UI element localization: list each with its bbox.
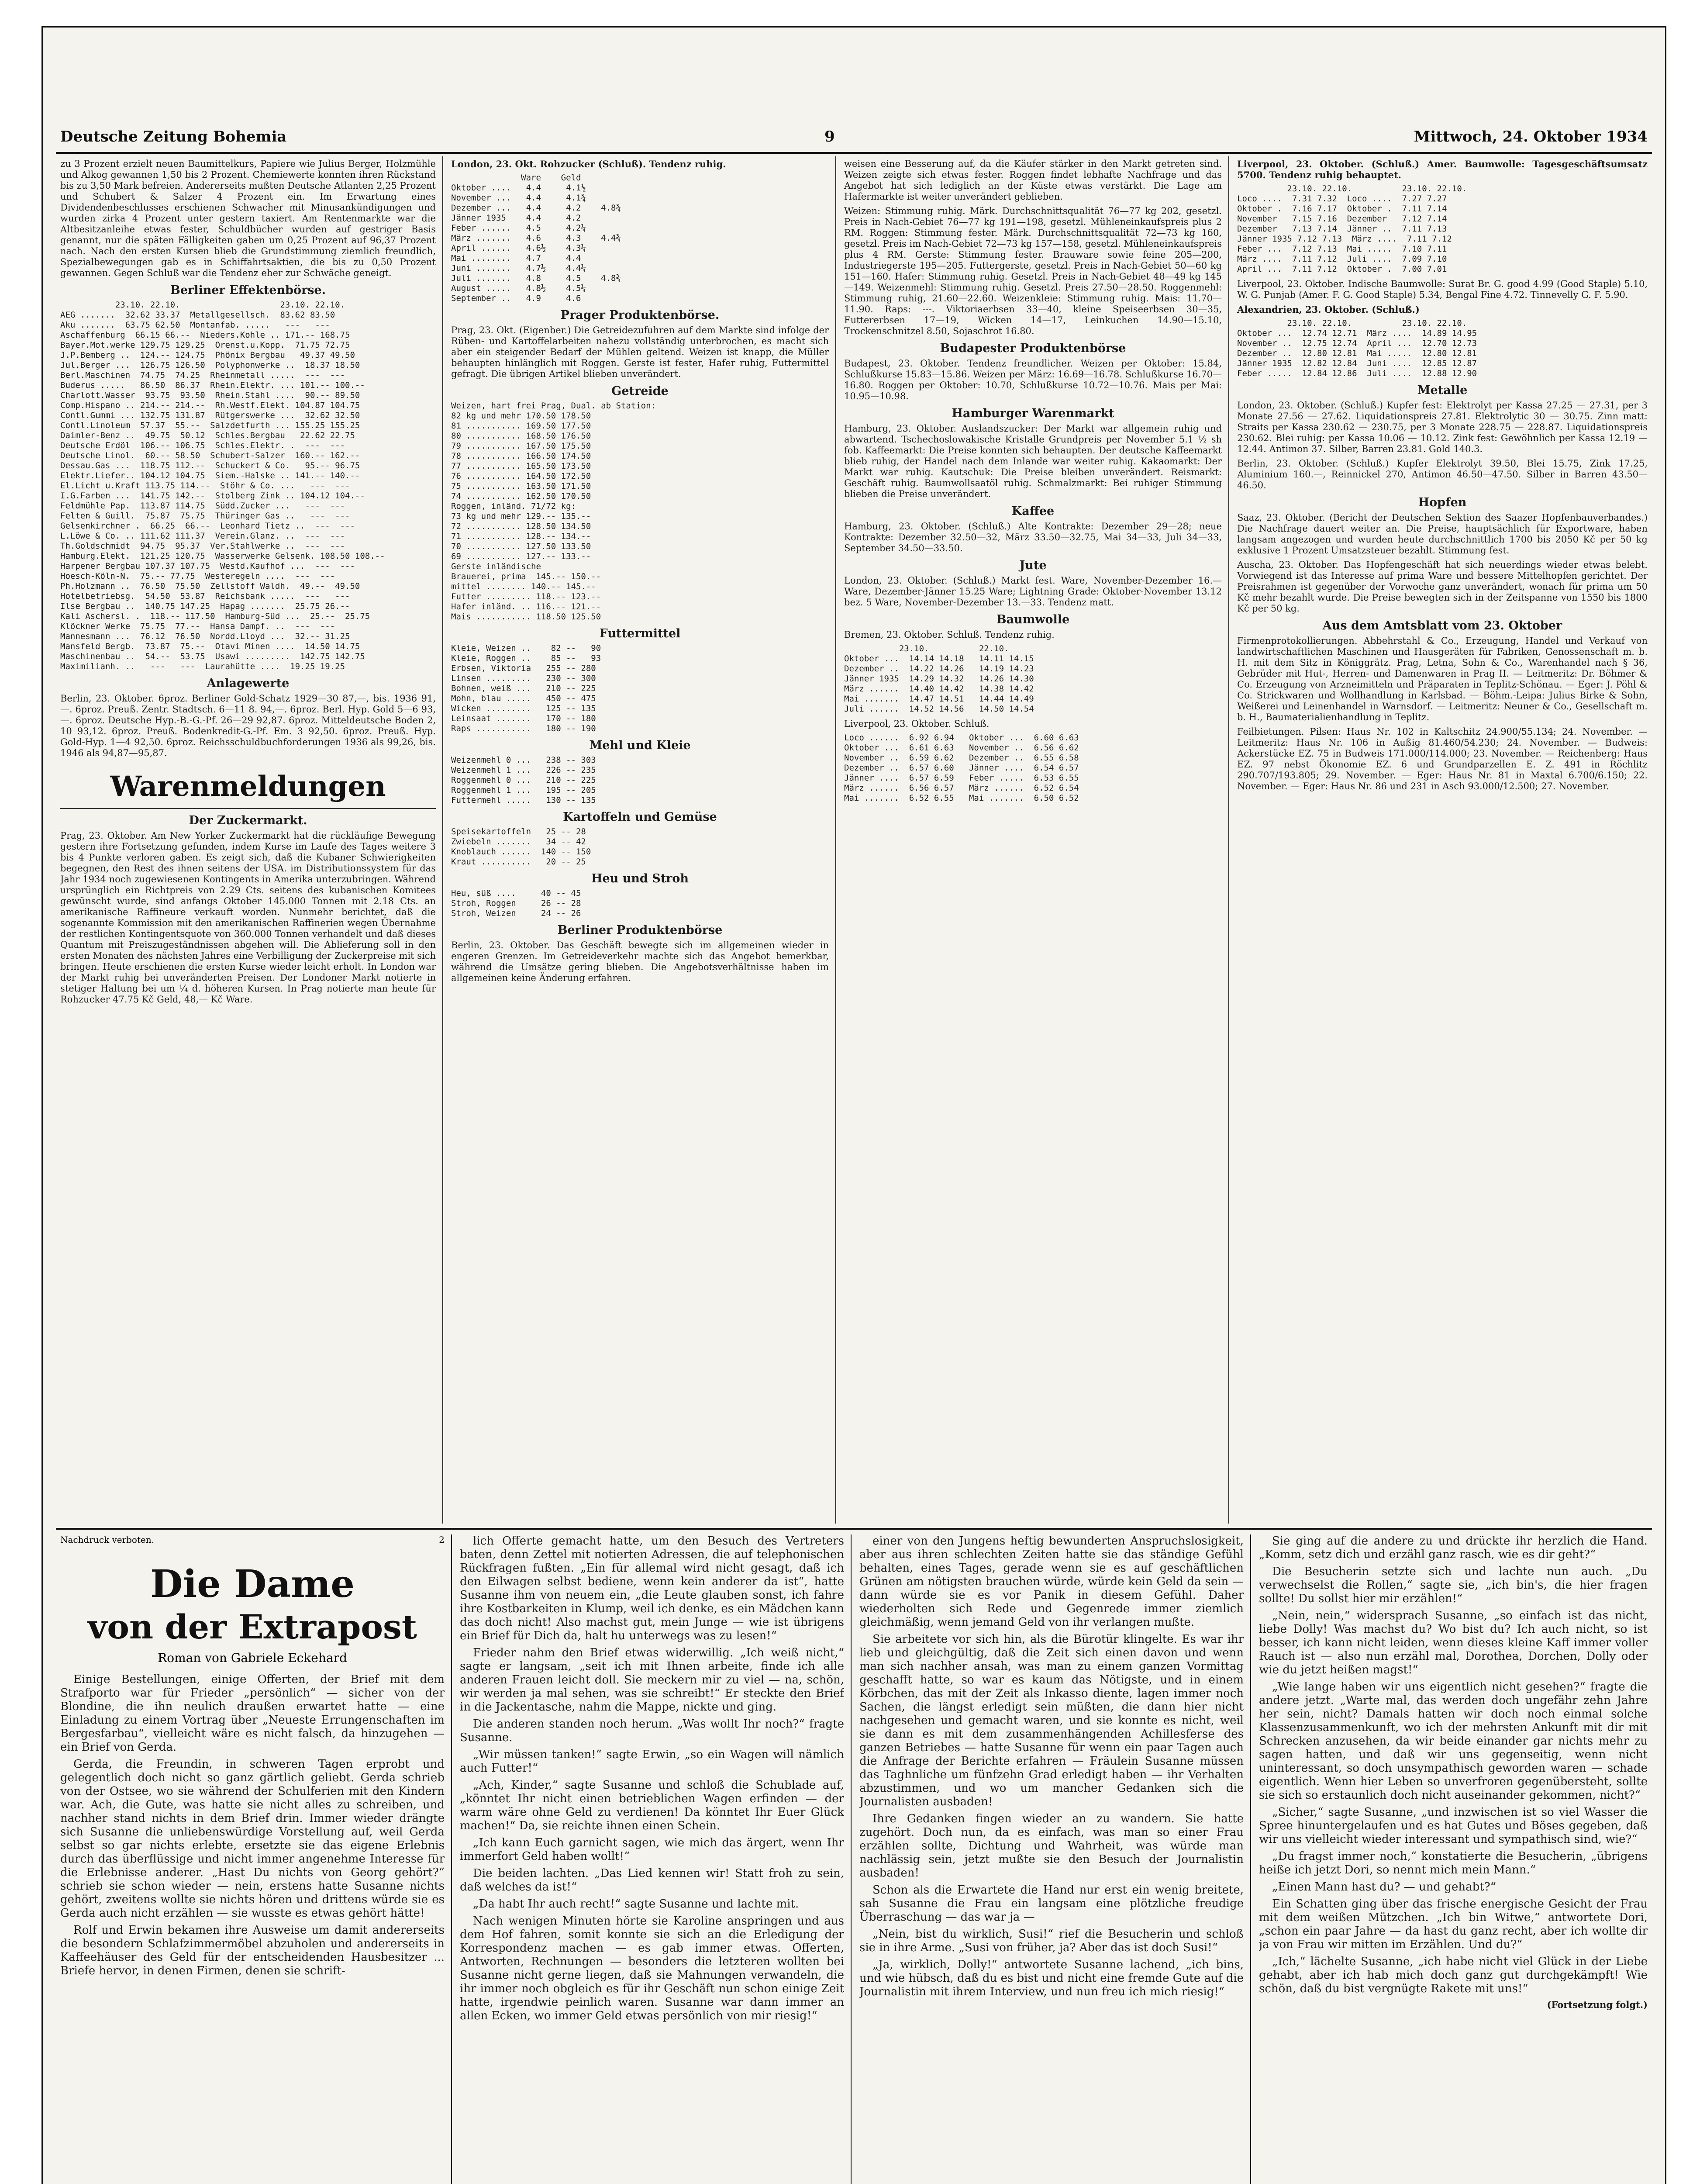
table-row: Stroh, Roggen 26 -- 28	[451, 898, 581, 908]
grain-table	[451, 411, 829, 501]
table-row: J.P.Bemberg .. 124.-- 124.75 Phönix Bergbau 49.37 49.50	[60, 350, 355, 360]
section-heading: Futtermittel	[599, 627, 681, 640]
table-row: Futter ......... 118.-- 123.--	[451, 592, 601, 601]
novel-paragraph: „Sicher,“ sagte Susanne, „und inzwischen ist so viel Wasser die Spree hinuntergelaufen und es hat Gutes und Böses gegeben, daß wir uns vielleicht wieder interessant und sympathisch sind, wie?“	[1259, 1806, 1648, 1846]
table-row: Feldmühle Pap. 113.87 114.75 Südd.Zucker ... --- ---	[60, 501, 345, 511]
table-row: Kali Aschersl. . 118.-- 117.50 Hamburg-Süd ... 25.-- 25.75	[60, 612, 370, 621]
table-row: Mohn, blau ..... 450 -- 475	[451, 694, 596, 703]
cotton-table	[1237, 328, 1648, 379]
cotton-table	[844, 733, 1222, 803]
novel-title-line-1: Die Dame	[150, 1562, 355, 1606]
table-row: Jänner 1935 14.29 14.32 14.26 14.30	[844, 674, 1034, 684]
table-row: Mansfeld Bergb. 73.87 75.-- Otavi Minen .... 14.50 14.75	[60, 642, 360, 651]
table-row: I.G.Farben ... 141.75 142.-- Stolberg Zink .. 104.12 104.--	[60, 491, 365, 501]
article-text: zu 3 Prozent erzielt neuen Baumittelkurs, Papiere wie Julius Berger, Holzmühle und Alkog gewannen 1,50 bis 2 Prozent. Chemiewerte konnten ihren Rückstand bis zu 3,50 Mark befreien. Andererseits mußten Deutsche Atlanten 2,25 Prozent und Schubert & Salzer 4 Prozent ein. Im Erwartung eines Dividendenbeschlusses erschienen Schwacher mit Minusankündigungen und wurden zirka 4 Prozent unter gestern taxiert. Am Rentenmarkte war die Altbesitzanleihe etwas fester, Schuldbücher wurden auf gestriger Basis genannt, nur die späten Fälligkeiten gaben um 0,25 Prozent auf 96,37 Prozent nach. Nach den ersten Kursen blieb die Grundstimmung ziemlich freundlich, Spezialbewegungen gab es in Schiffahrtsaktien, die bis zu 0,50 Prozent gewannen. Gegen Schluß war die Tendenz eher zur Schwäche geneigt.	[60, 159, 436, 278]
table-row: Charlott.Wasser 93.75 93.50 Rhein.Stahl .... 90.-- 89.50	[60, 390, 360, 400]
table-row: 79 ........... 167.50 175.50	[451, 441, 591, 451]
section-heading: Metalle	[1417, 384, 1468, 397]
novel-text	[1259, 1534, 1648, 1996]
table-row: 72 ........... 128.50 134.50	[451, 522, 591, 531]
article-text: Liverpool, 23. Oktober. Indische Baumwolle: Surat Br. G. good 4.99 (Good Staple) 5.10, W. G. Punjab (Amer. F. G. Good Staple) 5.34, Bengal Fine 4.72. Tinnevelly G. F. 5.90.	[1237, 279, 1648, 300]
table-row: Dessau.Gas ... 118.75 112.-- Schuckert & Co. 95.-- 96.75	[60, 461, 360, 470]
novel-paragraph: „Ich kann Euch garnicht sagen, wie mich das ärgert, wenn Ihr immerfort Geld haben wollt!“	[460, 1836, 844, 1863]
table-row: Berl.Maschinen 74.75 74.25 Rheinmetall ..... --- ---	[60, 370, 345, 380]
table-row: Bohnen, weiß ... 210 -- 225	[451, 684, 596, 693]
table-row: Ilse Bergbau .. 140.75 147.25 Hapag ....... 25.75 26.--	[60, 601, 350, 611]
section-heading: Kaffee	[1011, 505, 1055, 518]
table-row: Speisekartoffeln 25 -- 28	[451, 827, 586, 836]
table-row: Dezember .. 12.80 12.81 Mai ..... 12.80 12.81	[1237, 349, 1477, 358]
table-row: Dezember .. 6.57 6.60 Jänner .... 6.54 6.57	[844, 763, 1079, 773]
table-row: Contl.Linoleum 57.37 55.-- Salzdetfurth ... 155.25 155.25	[60, 421, 360, 430]
novel-paragraph: lich Offerte gemacht hatte, um den Besuch des Vertreters baten, denn Zettel mit notierten Adressen, die auf telephonischen Rückfragen fußten. „Ein für allemal wird nicht gesagt, daß ich den Eilwagen selbst bediene, wenn kein anderer da ist“, hatte Susanne ihm von neuem ein, „die Leute glauben sonst, ich fahre ihre Kostbarkeiten in Klump, weil ich denke, es ein Mädchen kann das doch nicht! Also machst gut, mein Junge — wie ist übrigens ein Brief für Dich da, halt hu unterwegs was zu lesen!“	[460, 1534, 844, 1642]
section-heading: London, 23. Okt. Rohzucker (Schluß). Tendenz ruhig.	[451, 159, 726, 169]
market-column-1	[60, 159, 436, 1521]
table-row: Oktober . 7.16 7.17 Oktober . 7.11 7.14	[1237, 204, 1447, 214]
column-divider	[442, 156, 443, 1524]
article-text: Feilbietungen. Pilsen: Haus Nr. 102 in Kaltschitz 24.900/55.134; 24. November. — Leitmeritz: Haus Nr. 106 in Außig 81.460/54.230; 24. November. — Budweis: Ackerstücke EZ. 75 in Budweis 171.000/114.000; 23. November. — Reichenberg: Haus EZ. 97 nebst Ökonomie EZ. 6 und Grundparzellen E. Z. 491 in Röchlitz 290.707/193.805; 29. November. — Eger: Haus Nr. 81 in Maxtal 6.700/6.150; 22. November. — Eger: Haus Nr. 86 und 231 in Asch 93.000/12.500; 27. November.	[1237, 726, 1648, 791]
table-row: Hafer inländ. .. 116.-- 121.--	[451, 602, 601, 612]
table-row: Jul.Berger ... 126.75 126.50 Polyphonwerke .. 18.37 18.50	[60, 360, 360, 370]
novel-paragraph: „Da habt Ihr auch recht!“ sagte Susanne und lachte mit.	[473, 1897, 799, 1911]
article-text: Prag, 23. Oktober. Am New Yorker Zuckermarkt hat die rückläufige Bewegung gestern ihre Fortsetzung gefunden, indem Kurse im Laufe des Tages weitere 3 bis 4 Punkte verloren gaben. Es zeigt sich, daß die Kubaner Schwierigkeiten begegnen, den Rest des ihnen seitens der USA. im Distributionssystem für das Jahr 1934 noch zugewiesenen Kontingents in Amerika unterzubringen. Während ursprünglich ein Richtpreis von 2.29 Cts. seitens des kubanischen Komitees gewünscht wurde, sind anfangs Oktober 145.000 Tonnen mit 2.18 Cts. an amerikanische Raffineure verkauft worden. Nunmehr berichtet, daß die sogenannte Kommission mit den amerikanischen Raffinerien wegen Übernahme der restlichen Kontingentsquote von 360.000 Tonnen verhandelt und daß dieses Quantum mit Preiszugeständnissen abgehen will. Die Ablieferung soll in den ersten Monaten des nächsten Jahres eine Verbilligung der Zuckerpreise mit sich bringen. Heute erschienen die ersten Kurse wieder leicht erholt. In London war der Markt ruhig bei unveränderten Preisen. Der Londoner Markt notierte in stetiger Haltung bei um ¼ d. höheren Kursen. In Prag notierte man heute für Rohzucker 47.75 Kč Geld, 48,— Kč Ware.	[60, 830, 436, 1005]
table-row: Felten & Guill. 75.87 75.75 Thüringer Gas .. --- ---	[60, 511, 350, 521]
notice-row	[60, 1534, 445, 1545]
table-row: 77 ........... 165.50 173.50	[451, 461, 591, 471]
table-subheading: Roggen, inländ. 71/72 kg:	[451, 501, 576, 511]
table-row: Dezember ... 4.4 4.2 4.8¾	[451, 203, 621, 213]
article-text: Auscha, 23. Oktober. Das Hopfengeschäft hat sich neuerdings wieder etwas belebt. Vorwiegend ist das Interesse auf prima Ware und bessere Mittelhopfen gerichtet. Der Preisrahmen ist gegenüber der Vorwoche ganz unverändert, wonach für prima um 50 Kč mehr bezahlt wurde. Die Preise bewegten sich in der Zeitspanne von 1550 bis 1800 Kč per 50 kg.	[1237, 560, 1648, 614]
article-text: Firmenprotokollierungen. Abbehrstahl & Co., Erzeugung, Handel und Verkauf von landwirtschaftlichen Maschinen und Hausgeräten für Fabriken, Genossenschaft m. b. H. mit dem Sitz in Königgrätz. Prag, Letna, Sohn & Co., Warenhandel nach § 36, Gebrüder mit Hut-, Herren- und Damenwaren in Prag II. — Leitmeritz: Dr. Böhmer & Co. Erzeugung von Arzneimitteln und Präparaten in Teplitz-Schönau. — Eger: J. Pöhl & Co. Strickwaren und Wollhandlung in Karlsbad. — Böhm.-Leipa: Julius Birke & Sohn, Weißerei und Leinenhandel in Warnsdorf. — Leitmeritz: Neuner & Co., Gesellschaft m. b. H., Baumaterialienhandlung in Teplitz.	[1237, 636, 1648, 722]
novel-paragraph: Gerda, die Freundin, in schweren Tagen erprobt und gelegentlich doch nicht so ganz gärtlich geliebt. Gerda schrieb von der Ostsee, wo sie während der Schulferien mit den Kindern war. Ach, die Gute, was hatte sie nicht alles zu schreiben, und nachher stand nichts in dem Brief drin. Immer wieder drängte sich Susanne die unliebenswürdige Vorstellung auf, weil Gerda selbst so gar nichts erlebte, ersetzte sie das eigene Erlebnis durch das überflüssige und nicht immer angenehme Interesse für die Erlebnisse anderer. „Hast Du nichts von Georg gehört?“ schrieb sie schon wieder — nein, erstens hatte Susanne nichts gehört, zweitens wollte sie nichts hören und drittens würde sie es Gerda auch nicht erzählen — sie wusste es etwas gehört hätte!	[60, 1758, 445, 1920]
table-row: Deutsche Erdöl 106.-- 106.75 Schles.Elektr. . --- ---	[60, 441, 345, 450]
table-row: Knoblauch ...... 140 -- 150	[451, 847, 591, 857]
table-row: Roggenmehl 0 ... 210 -- 225	[451, 775, 596, 785]
article-text: Hamburg, 23. Oktober. (Schluß.) Alte Kontrakte: Dezember 29—28; neue Kontrakte: Dezember 32.50—32, März 33.50—32.75, Mai 34—33, Juli 34—33, September 34.50—33.50.	[844, 521, 1222, 553]
novel-paragraph: Nach wenigen Minuten hörte sie Karoline anspringen und aus dem Hof fahren, somit konnte sie sich an die Erledigung der Korrespondenz machen — es gab immer etwas. Offerten, Antworten, Rechnungen — besonders die letzteren wollten bei Susanne nicht gerne liegen, daß sie Mahnungen verwandeln, die ihr immer noch obgleich es für ihr Geschäft nun schon einige Zeit hatte, irgendwie peinlich waren. Susanne war dann immer an allen Ecken, wo immer Geld etwas persönlich von mir riesig!“	[460, 1914, 844, 2022]
table-row: Mai ....... 14.47 14.51 14.44 14.49	[844, 694, 1034, 704]
table-row: Weizenmehl 0 ... 238 -- 303	[451, 755, 596, 765]
table-row: Oktober ... 12.74 12.71 März .... 14.89 14.95	[1237, 328, 1477, 338]
table-row: Juni ....... 4.7½ 4.4¼	[451, 263, 586, 273]
hay-table	[451, 888, 829, 919]
novel-paragraph: Frieder nahm den Brief etwas widerwillig. „Ich weiß nicht,“ sagte er langsam, „seit ich mit Ihnen arbeite, finde ich alle anderen Frauen leicht doll. Sie meckern mir zu viel — na, schön, wir werden ja mal sehen, was sie schreibt!“ Er steckte den Brief in die Jackentasche, nahm die Mappe, nickte und ging.	[460, 1646, 844, 1714]
table-row: Mais ........... 118.50 125.50	[451, 612, 601, 622]
flour-table	[451, 755, 829, 805]
table-row: Aku ....... 63.75 62.50 Montanfab. ..... --- ---	[60, 320, 330, 330]
table-row: Linsen ......... 230 -- 300	[451, 674, 596, 683]
page-number: 9	[824, 128, 835, 145]
novel-paragraph: Ein Schatten ging über das frische energische Gesicht der Frau mit dem weißen Mützchen. „Ich bin Witwe,“ antwortete Dori, „schon ein paar Jahre — da hast du ganz recht, aber ich wollte dir ja von Frau wir mitten im Erzählen. Und du?“	[1259, 1897, 1648, 1951]
column-divider	[1250, 1534, 1251, 2184]
table-row: Jänner 1935 7.12 7.13 März .... 7.11 7.12	[1237, 234, 1452, 244]
table-row: El.Licht u.Kraft 113.75 114.-- Stöhr & Co. ... --- ---	[60, 481, 350, 491]
table-row: Leinsaat ....... 170 -- 180	[451, 714, 596, 723]
table-row: Harpener Bergbau 107.37 107.75 Westd.Kaufhof ... --- ---	[60, 561, 355, 571]
section-heading: Hopfen	[1418, 496, 1467, 509]
section-heading: Aus dem Amtsblatt vom 23. Oktober	[1322, 619, 1562, 632]
novel-paragraph: Die anderen standen noch herum. „Was wollt Ihr noch?“ fragte Susanne.	[460, 1717, 844, 1744]
novel-paragraph: „Wie lange haben wir uns eigentlich nicht gesehen?“ fragte die andere jetzt. „Warte mal, das werden doch ungefähr zehn Jahre her sein, nicht? Damals hatten wir doch noch einmal solche Klassenzusammenkunft, wo ich der mehrsten Ankunft mit dir mit Schrecken anzusehen, da wir beide einander gar nichts mehr zu sagen hatten, und daß wir uns gegenseitig, wenn nicht uninteressant, so doch unsympathisch geworden waren — schade eigentlich. Wenn hier Leben so unverfroren gegenübersteht, sollte sie sich so erstaunlich doch nicht auseinander gekommen, nicht?“	[1259, 1680, 1648, 1802]
table-row: November .. 6.59 6.62 Dezember .. 6.55 6.58	[844, 753, 1079, 763]
novel-column-2	[460, 1534, 844, 2184]
article-text: Liverpool, 23. Oktober. (Schluß.) Amer. Baumwolle: Tagesgeschäftsumsatz 5700. Tendenz ruhig behauptet.	[1237, 159, 1648, 180]
table-row: Weizenmehl 1 ... 226 -- 235	[451, 765, 596, 775]
barley-table	[451, 572, 829, 622]
section-heading: Getreide	[611, 384, 669, 398]
table-row: Juli ...... 14.52 14.56 14.50 14.54	[844, 704, 1034, 714]
table-row: Oktober ... 14.14 14.18 14.11 14.15	[844, 654, 1034, 663]
table-row: Wicken ......... 125 -- 135	[451, 704, 596, 713]
table-header: 23.10. 22.10.	[844, 644, 1009, 653]
table-header: 23.10. 22.10. 23.10. 22.10.	[1237, 184, 1467, 194]
table-row: mittel ........ 140.-- 145.--	[451, 582, 596, 591]
section-heading: Anlagewerte	[207, 677, 290, 690]
table-row: Juli ....... 4.8 4.5 4.8¾	[451, 273, 621, 283]
table-row: Hotelbetriebsg. 54.50 53.87 Reichsbank ..... --- ---	[60, 591, 350, 601]
table-row: Deutsche Linol. 60.-- 58.50 Schubert-Salzer 160.-- 162.--	[60, 451, 360, 460]
table-row: Roggenmehl 1 ... 195 -- 205	[451, 785, 596, 795]
table-row: Klöckner Werke 75.75 77.-- Hansa Dampf. .. --- ---	[60, 622, 335, 631]
market-column-2	[451, 159, 829, 1521]
market-column-4	[1237, 159, 1648, 1521]
section-heading: Jute	[1019, 559, 1047, 572]
novel-paragraph: Sie arbeitete vor sich hin, als die Bürotür klingelte. Es war ihr lieb und gleichgültig, daß die Zeit sich einen davon und wenn man sich nachher ansah, was man zu einem ganzen Vormittag geschafft hatte, so war es kaum das Nötigste, und in einem Körbchen, das mit der Zeit als Inkasso diente, lagen immer noch Sachen, die längst erledigt sein müßten, die dann hier nicht nachgesehen und gemacht waren, und sie konnte es nicht, weil sie dann es mit dem zusammenhängenden Achillesferse des ganzen Betriebes — hatte Susanne für wenn ein paar Tagen auch die Anfrage der Berichte erfahren — Fräulein Susanne müssen das Taghnliche um fünfzehn Grad erledigt haben — ihr Verhalten abzustimmen, und wo um mancher Gedanken sich die Journalisten ausbaden!	[859, 1633, 1244, 1808]
novel-paragraph: Schon als die Erwartete die Hand nur erst ein wenig breitete, sah Susanne die Frau ein langsam eine plötzliche freudige Überraschung — das war ja —	[859, 1883, 1244, 1924]
table-row: März ...... 14.40 14.42 14.38 14.42	[844, 684, 1034, 694]
table-row: Loco .... 7.31 7.32 Loco .... 7.27 7.27	[1237, 194, 1447, 204]
potato-table	[451, 827, 829, 867]
column-divider	[1228, 156, 1229, 1524]
table-row: Comp.Hispano .. 214.-- 214.-- Rh.Westf.Elekt. 104.87 104.75	[60, 401, 360, 410]
table-row: Ph.Holzmann .. 76.50 75.50 Zellstoff Waldh. 49.-- 49.50	[60, 581, 360, 591]
table-row: 69 ........... 127.-- 133.--	[451, 552, 591, 561]
table-row: Jänner .... 6.57 6.59 Feber ..... 6.53 6.55	[844, 773, 1079, 783]
table-row: Mai ....... 6.52 6.55 Mai ....... 6.50 6.52	[844, 793, 1079, 803]
sugar-table	[451, 183, 829, 304]
novel-paragraph: Rolf und Erwin bekamen ihre Ausweise um damit andererseits die besondern Schlafzimmermöbel abzuholen und andererseits in Kaffeehäuser des Geld für der entscheidenden Hausbesitzer ... Briefe hervor, in denen Firmen, denen sie schrift-	[60, 1924, 445, 1977]
table-row: Loco ...... 6.92 6.94 Oktober ... 6.60 6.63	[844, 733, 1079, 743]
table-row: Stroh, Weizen 24 -- 26	[451, 909, 581, 918]
novel-paragraph: „Nein, bist du wirklich, Susi!“ rief die Besucherin und schloß sie in ihre Arme. „Susi von früher, ja? Aber das ist doch Susi!“	[859, 1928, 1244, 1954]
novel-column-4	[1259, 1534, 1648, 2184]
cotton-table	[1237, 194, 1648, 274]
table-row: November .. 12.75 12.74 April ... 12.70 12.73	[1237, 339, 1477, 348]
table-row: Mai ........ 4.7 4.4	[451, 253, 581, 263]
article-text: Berlin, 23. Oktober. (Schluß.) Kupfer Elektrolyt 39.50, Blei 15.75, Zink 17.25, Aluminium 160.—, Reinnickel 270, Antimon 46.50—47.50. Silber in Barren 43.50—46.50.	[1237, 458, 1648, 491]
section-heading: Berliner Produktenbörse	[557, 923, 723, 937]
novel-paragraph: „Einen Mann hast du? — und gehabt?“	[1272, 1880, 1496, 1894]
masthead-date: Mittwoch, 24. Oktober 1934	[1414, 128, 1648, 145]
table-row: Th.Goldschmidt 94.75 95.37 Ver.Stahlwerke .. --- ---	[60, 541, 345, 551]
rye-table	[451, 511, 829, 562]
article-text: Berlin, 23. Oktober. Das Geschäft bewegte sich im allgemeinen wieder in engeren Grenzen. Im Getreideverkehr machte sich das Angebot bemerkbar, während die Umsätze gering blieben. Die Angebotsverhältnisse haben im allgemeinen keine Änderung erfahren.	[451, 940, 829, 983]
table-row: AEG ....... 32.62 33.37 Metallgesellsch. 83.62 83.50	[60, 310, 335, 320]
table-row: Feber ..... 12.84 12.86 Juli .... 12.88 12.90	[1237, 369, 1477, 378]
section-title-warenmeldungen: Warenmeldungen	[110, 770, 386, 803]
article-text: Prag, 23. Okt. (Eigenber.) Die Getreidezufuhren auf dem Markte sind infolge der Rüben- und Kartoffelarbeiten nahezu vollständig unterbrochen, es macht sich aber ein steigender Bedarf der Mühlen geltend. Weizen ist knapp, die Müller behaupten hinlänglich mit Roggen. Gerste ist fester, Hafer ruhig, Futtermittel gefragt. Die übrigen Artikel blieben unverändert.	[451, 325, 829, 379]
table-row: November 7.15 7.16 Dezember 7.12 7.14	[1237, 214, 1447, 224]
article-text: London, 23. Oktober. (Schluß.) Kupfer fest: Elektrolyt per Kassa 27.25 — 27.31, per 3 Monate 27.56 — 27.62. Liquidationspreis 27.81. Elektrolytic 30 — 30.75. Zinn matt: Straits per Kassa 230.62 — 230.75, per 3 Monate 228.75 — 228.87. Liquidationspreis 230.62. Blei ruhig: per Kassa 10.06 — 10.12. Zink fest: Gewöhnlich per Kassa 12.19 — 12.44. Antimon 37. Silber, Barren 23.81. Gold 140.3.	[1237, 400, 1648, 454]
table-subheading: Weizen, hart frei Prag, Dual. ab Station:	[451, 401, 656, 411]
novel-paragraph: Die Besucherin setzte sich und lachte nun auch. „Du verwechselst die Rollen,“ sagte sie, „ich bin's, die hier fragen sollte! Du sollst hier mir erzählen!“	[1259, 1565, 1648, 1605]
table-row: 73 kg und mehr 129.-- 135.--	[451, 511, 591, 521]
table-row: September .. 4.9 4.6	[451, 294, 581, 303]
table-row: Dezember 7.13 7.14 Jänner .. 7.11 7.13	[1237, 224, 1447, 234]
novel-paragraph: Einige Bestellungen, einige Offerten, der Brief mit dem Strafporto war für Frieder „persönlich“ — sicher von der Blondine, die ihn neulich draußen erwartet hatte — eine Einladung zu einem Vortrag über „Neueste Errungenschaften im Bergesfarbau“, vielleicht wäre es nicht falsch, da hinzugehen — ein Brief von Gerda.	[60, 1673, 445, 1754]
novel-author: Roman von Gabriele Eckehard	[158, 1651, 347, 1665]
table-row: Maximilianh. .. --- --- Laurahütte .... 19.25 19.25	[60, 662, 345, 671]
table-row: Jänner 1935 4.4 4.2	[451, 213, 581, 223]
table-caption: Alexandrien, 23. Oktober. (Schluß.)	[1237, 304, 1420, 315]
novel-paragraph: „Du fragst immer noch,“ konstatierte die Besucherin, „übrigens heiße ich jetzt Dori, so nennt mich mein Mann.“	[1259, 1850, 1648, 1876]
section-heading: Mehl und Kleie	[589, 739, 691, 752]
table-caption: Liverpool, 23. Oktober. Schluß.	[844, 719, 990, 729]
table-row: 76 ........... 164.50 172.50	[451, 471, 591, 481]
article-text: Hamburg, 23. Oktober. Auslandszucker: Der Markt war allgemein ruhig und abwartend. Tschechoslowakische Kristalle Grundpreis per November 5.1 ½ sh fob. Kaffeemarkt: Die Preise konnten sich behaupten. Der deutsche Kaffeemarkt blieb ruhig, der Handel nach dem Inlande war weiter ruhig. Kakaomarkt: Der Markt war ruhig. Kautschuk: Die Preise bleiben unverändert. Reismarkt: Geschäft ruhig. Baumwollsaatöl ruhig. Schmalzmarkt: Bei ruhiger Stimmung blieben die Preise unverändert.	[844, 423, 1222, 499]
continuation-note: (Fortsetzung folgt.)	[1547, 1999, 1648, 2010]
table-row: März .... 7.11 7.12 Juli .... 7.09 7.10	[1237, 254, 1447, 264]
article-text: Berlin, 23. Oktober. 6proz. Berliner Gold-Schatz 1929—30 87,—, bis. 1936 91,—. 6proz. Preuß. Zentr. Stadtsch. 6—11 8. 94,—. 6proz. Berl. Hyp. Gold 5—6 93,—. 6proz. Deutsche Hyp.-B.-G.-Pf. 26—29 92,87. 6proz. Mitteldeutsche Boden 2, 10 93,12. 6proz. Preuß. Bodenkredit-G.-Pf. Em. 3 92,50. 6proz. Preuß. Hyp. Gold-Hyp. 1—4 92,50. 6proz. Reichsschuldbuchforderungen 1936 als 99,26, bis. 1946 als 94,87—95,87.	[60, 693, 436, 758]
table-row: 75 ........... 163.50 171.50	[451, 481, 591, 491]
masthead-rule	[56, 152, 1652, 154]
novel-paragraph: Die beiden lachten. „Das Lied kennen wir! Statt froh zu sein, daß welches da ist!“	[460, 1867, 844, 1894]
table-row: Kraut .......... 20 -- 25	[451, 857, 586, 867]
table-row: Hamburg.Elekt. 121.25 120.75 Wasserwerke Gelsenk. 108.50 108.--	[60, 551, 385, 561]
installment-number: 2	[439, 1534, 445, 1545]
table-row: August ..... 4.8½ 4.5¼	[451, 283, 586, 293]
table-row: Daimler-Benz .. 49.75 50.12 Schles.Bergbau 22.62 22.75	[60, 431, 355, 440]
table-row: 81 ........... 169.50 177.50	[451, 421, 591, 431]
novel-paragraph: Ihre Gedanken fingen wieder an zu wandern. Sie hatte zugehört. Doch nun, da es einfach, was man so einer Frau erzählen sollte, Dichtung und Wahrheit, was würde man nachlässig sein, jetzt mußte sie den Besuch der Journalistin ausbaden!	[859, 1812, 1244, 1880]
divider	[60, 808, 436, 809]
novel-paragraph: Sie ging auf die andere zu und drückte ihr herzlich die Hand. „Komm, setz dich und erzähl ganz rasch, wie es dir geht?“	[1259, 1534, 1648, 1561]
table-row: März ....... 4.6 4.3 4.4¾	[451, 233, 621, 243]
novel-paragraph: „Ja, wirklich, Dolly!“ antwortete Susanne lachend, „ich bins, und wie hübsch, daß du es bist und nicht eine fremde Gute auf die Journalistin mit ihrem Interview, und nun freu ich mich riesig!“	[859, 1958, 1244, 1998]
novel-column-1	[60, 1534, 445, 2184]
table-row: Mannesmann ... 76.12 76.50 Nordd.Lloyd ... 32.-- 31.25	[60, 632, 350, 641]
column-divider	[851, 1534, 852, 2184]
reprint-notice: Nachdruck verboten.	[60, 1534, 155, 1545]
cotton-table	[844, 654, 1222, 714]
novel-paragraph: „Wir müssen tanken!“ sagte Erwin, „so ein Wagen will nämlich auch Futter!“	[460, 1748, 844, 1775]
table-row: Contl.Gummi ... 132.75 131.87 Rütgerswerke ... 32.62 32.50	[60, 411, 360, 420]
section-heading: Baumwolle	[996, 613, 1070, 626]
table-row: Zwiebeln ....... 34 -- 42	[451, 837, 586, 847]
novel-text	[60, 1673, 445, 1978]
novel-paragraph: einer von den Jungens heftig bewunderten Anspruchslosigkeit, aber aus ihren schlechten Zeiten hatte sie das ständige Gefühl behalten, eines Tages, gerade wenn sie es auf geschäftlichen Grünen am nötigsten brauchen würde, würde kein Geld da sein — dann würde sie es vor Panik in diesem Gefühl. Daher wiederholten sich Rede und Gegenrede immer ziemlich gleichmäßig, wenn jemand Geld von ihr verlangen mußte.	[859, 1534, 1244, 1629]
table-row: Kleie, Weizen .. 82 -- 90	[451, 643, 601, 653]
table-row: Oktober ... 6.61 6.63 November .. 6.56 6.62	[844, 743, 1079, 753]
table-row: Brauerei, prima 145.-- 150.--	[451, 572, 601, 581]
section-heading: Prager Produktenbörse.	[560, 308, 720, 322]
table-row: Oktober .... 4.4 4.1½	[451, 183, 586, 193]
novel-title-line-2: von der Extrapost	[88, 1607, 417, 1646]
novel-column-3	[859, 1534, 1244, 2184]
table-row: Gelsenkirchner . 66.25 66.-- Leonhard Tietz .. --- ---	[60, 521, 355, 531]
market-column-3	[844, 159, 1222, 1521]
article-text: Budapest, 23. Oktober. Tendenz freundlicher. Weizen per Oktober: 15.84, Schlußkurse 15.83—15.86. Weizen per März: 16.69—16.78. Schlußkurse 16.70—16.80. Roggen per Oktober: 10.70, Schlußkurse 10.72—10.76. Mais per Mai: 10.95—10.98.	[844, 358, 1222, 401]
table-row: Hoesch-Köln-N. 75.-- 77.75 Westeregeln .... --- ---	[60, 571, 335, 581]
column-divider	[451, 1534, 452, 2184]
article-text: weisen eine Besserung auf, da die Käufer stärker in den Markt getreten sind. Weizen zeigte sich etwas fester. Roggen findet lebhafte Nachfrage und das Angebot hat sich lediglich an der Küste etwas verstärkt. Die Lage am Hafermarkte ist weiter unverändert geblieben.	[844, 159, 1222, 202]
section-heading: Der Zuckermarkt.	[189, 814, 307, 827]
table-row: Feber ...... 4.5 4.2¼	[451, 223, 586, 233]
table-row: Maschinenbau .. 54.-- 53.75 Usawi ......... 142.75 142.75	[60, 652, 365, 661]
table-row: Feber ... 7.12 7.13 Mai ..... 7.10 7.11	[1237, 244, 1447, 254]
table-row: Futtermehl ..... 130 -- 135	[451, 795, 596, 805]
novel-paragraph: „Nein, nein,“ widersprach Susanne, „so einfach ist das nicht, liebe Dolly! Was machst du? Wo bist du? Ich auch nicht, so ist besser, ich kann nicht leiden, wenn dieses kleine Kaff immer voller Rauch ist — also nun erzähl mal, Dorothea, Dorchen, Dolly oder wie du jetzt heißen magst!“	[1259, 1609, 1648, 1676]
table-row: Raps ........... 180 -- 190	[451, 724, 596, 733]
table-row: L.Löwe & Co. .. 111.62 111.37 Verein.Glanz. .. --- ---	[60, 531, 345, 541]
table-row: 74 ........... 162.50 170.50	[451, 491, 591, 501]
table-header: 23.10. 22.10. 23.10. 22.10.	[1237, 318, 1467, 328]
table-row: Heu, süß .... 40 -- 45	[451, 888, 581, 898]
table-row: November ... 4.4 4.1¾	[451, 193, 586, 203]
article-text: Saaz, 23. Oktober. (Bericht der Deutschen Sektion des Saazer Hopfenbauverbandes.) Die Nachfrage dauert weiter an. Die Preise, hauptsächlich für Exportware, haben langsam angezogen und wurden heute durchschnittlich 1700 bis 2050 Kč per 50 kg exklusive 1 Prozent Umsatzsteuer bezahlt. Stimmung fest.	[1237, 512, 1648, 556]
newspaper-page	[41, 26, 1666, 2184]
table-row: April ... 7.11 7.12 Oktober . 7.00 7.01	[1237, 264, 1447, 274]
section-heading: Budapester Produktenbörse	[940, 342, 1126, 355]
section-heading: Heu und Stroh	[591, 872, 689, 885]
stock-table	[60, 310, 436, 672]
table-caption: Bremen, 23. Oktober. Schluß. Tendenz ruhig.	[844, 629, 1055, 640]
table-row: Erbsen, Viktoria 255 -- 280	[451, 663, 596, 673]
table-row: 70 ........... 127.50 133.50	[451, 542, 591, 551]
table-row: Bayer.Mot.werke 129.75 129.25 Orenst.u.Kopp. 71.75 72.75	[60, 340, 350, 350]
novel-paragraph: „Ich,“ lächelte Susanne, „ich habe nicht viel Glück in der Liebe gehabt, aber ich hab mich doch ganz gut durchgekämpft! Wie schön, daß du bist vergnügte Rakete mit uns!“	[1259, 1955, 1648, 1995]
feed-table	[451, 643, 829, 734]
section-heading: Kartoffeln und Gemüse	[563, 810, 717, 824]
novel-text	[859, 1534, 1244, 1999]
table-row: 78 ........... 166.50 174.50	[451, 451, 591, 461]
table-row: Aschaffenburg 66.15 66.-- Nieders.Kohle .. 171.-- 168.75	[60, 330, 350, 340]
article-text: Weizen: Stimmung ruhig. Märk. Durchschnittsqualität 76—77 kg 202, gesetzl. Preis in Nach-Gebiet 76—77 kg 191—198, gesetzl. Mühleneinkaufspreis plus 2 RM. Roggen: Stimmung fester. Märk. Durchschnittsqualität 72—73 kg 160, gesetzl. Preis im Nach-Gebiet 72—73 kg 157—158, gesetzl. Mühleneinkaufspreis plus 4 RM. Gerste: Stimmung fester. Brauware sowie feine 205—200, Industriegerste 195—205. Futtergerste, gesetzl. Preis in Nach-Gebiet 50—60 kg 151—160. Hafer: Stimmung ruhig. Gesetzl. Preis in Nach-Gebiet 48—49 kg 145—149. Weizenmehl: Stimmung ruhig. Gesetzl. Preis 27.50—28.50. Roggenmehl: Stimmung ruhig, 21.60—22.60. Weizenkleie: Stimmung ruhig. Mais: 11.70—11.90. Raps: ---. Viktoriaerbsen 33—40, kleine Speiseerbsen 30—35, Futtererbsen 17—19, Wicken 14—17, Leinkuchen 14.90—15.10, Trockenschnitzel 8.50, Sojaschrot 16.80.	[844, 206, 1222, 336]
table-row: April ...... 4.6½ 4.3¼	[451, 243, 586, 253]
table-row: Buderus ..... 86.50 86.37 Rhein.Elektr. ... 101.-- 100.--	[60, 380, 365, 390]
table-row: 82 kg und mehr 170.50 178.50	[451, 411, 591, 421]
table-row: Jänner 1935 12.82 12.84 Juni .... 12.85 12.87	[1237, 359, 1477, 368]
table-header: 23.10. 22.10. 23.10. 22.10.	[60, 300, 345, 310]
article-text: London, 23. Oktober. (Schluß.) Markt fest. Ware, November-Dezember 16.— Ware, Dezember-Jänner 15.25 Ware; Lightning Grade: Oktober-November 13.12 bez. 5 Ware, November-Dezember 13.—33. Tendenz matt.	[844, 575, 1222, 608]
column-divider	[835, 156, 836, 1524]
table-row: 71 ........... 128.-- 134.--	[451, 532, 591, 541]
table-row: Kleie, Roggen .. 85 -- 93	[451, 653, 601, 663]
table-row: Elektr.Liefer.. 104.12 104.75 Siem.-Halske .. 141.-- 140.--	[60, 471, 360, 480]
section-heading: Berliner Effektenbörse.	[170, 283, 326, 297]
table-row: Dezember .. 14.22 14.26 14.19 14.23	[844, 664, 1034, 674]
novel-paragraph: „Ach, Kinder,“ sagte Susanne und schloß die Schublade auf, „könntet Ihr nicht einen betrieblichen Wagen erfinden — der warm wäre ohne Geld zu verdienen! Da könntet Ihr Euer Glück machen!“ Da, sie reichte ihnen einen Schein.	[460, 1779, 844, 1832]
masthead-left: Deutsche Zeitung Bohemia	[60, 128, 287, 145]
section-heading: Hamburger Warenmarkt	[952, 407, 1114, 420]
section-divider	[56, 1528, 1652, 1530]
table-row: März ...... 6.56 6.57 März ...... 6.52 6.54	[844, 783, 1079, 793]
table-row: 80 ........... 168.50 176.50	[451, 431, 591, 441]
table-header: Ware Geld	[451, 173, 591, 183]
table-subheading: Gerste inländische	[451, 562, 541, 571]
novel-text	[460, 1534, 844, 2023]
